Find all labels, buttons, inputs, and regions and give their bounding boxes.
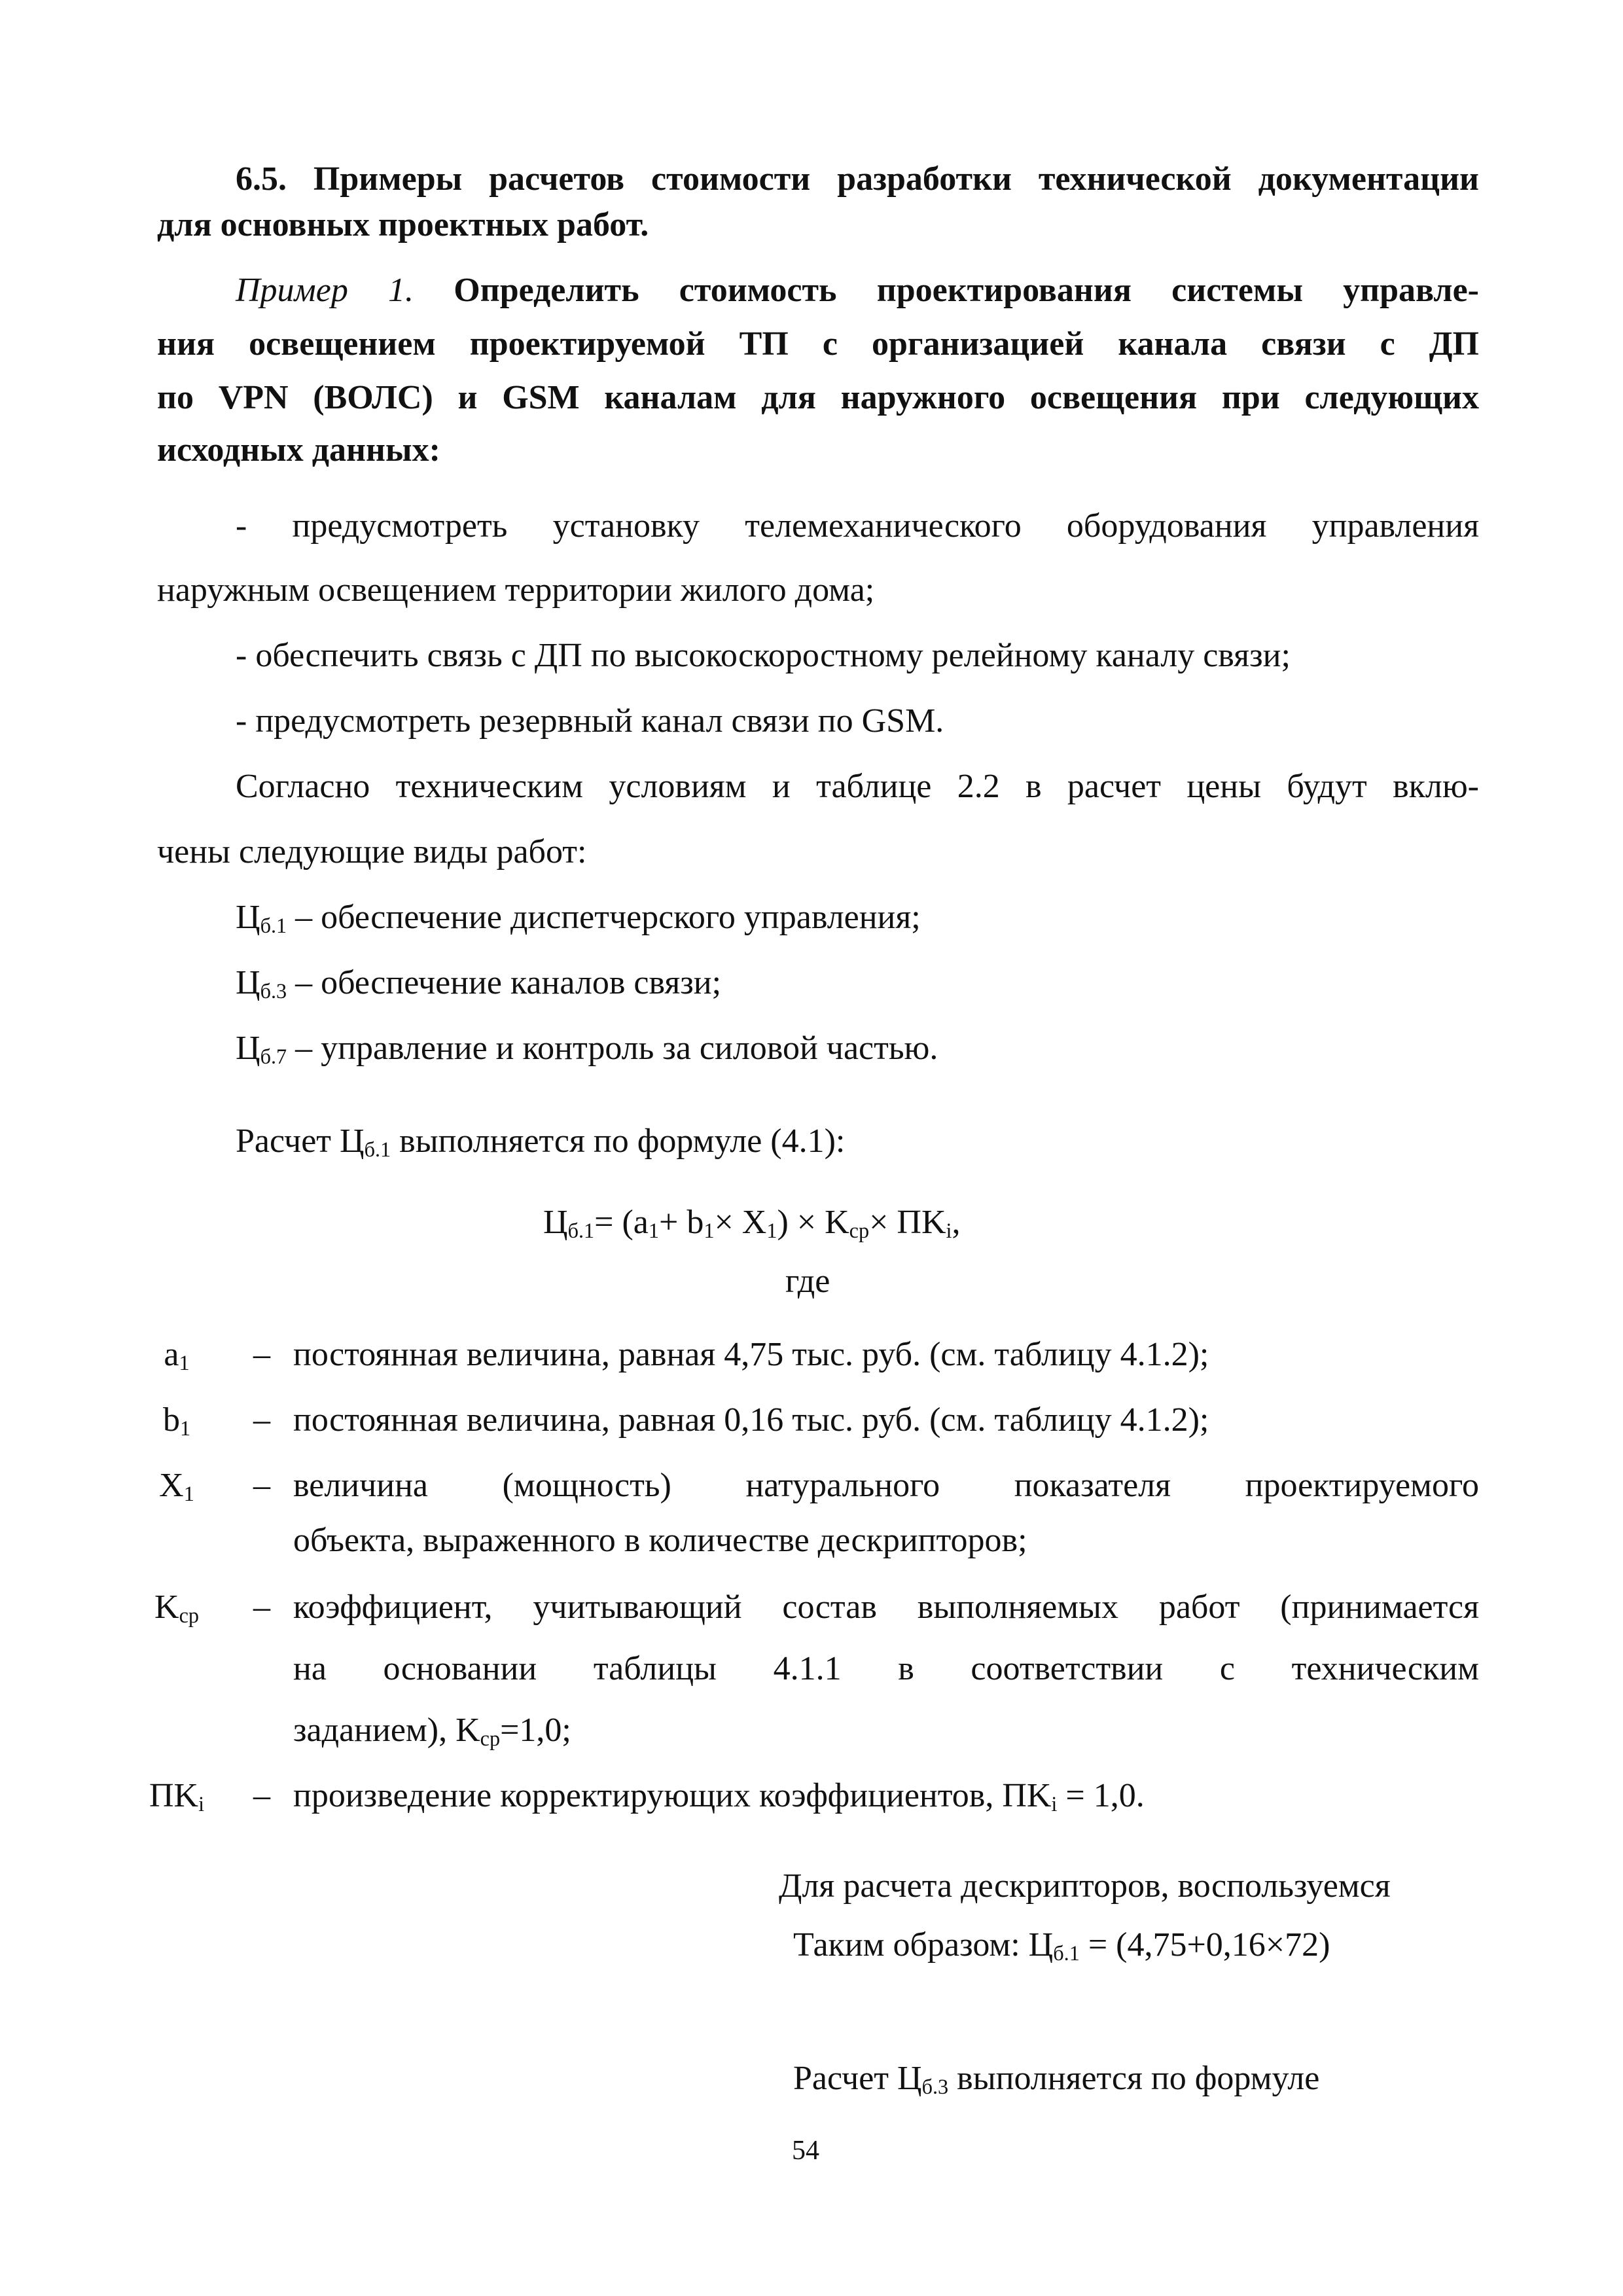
- definition-text-continued: на основании таблицы 4.1.1 в соответствии с техническим: [293, 1650, 1479, 1687]
- example-line2: ния освещением проектируемой ТП с организацией канала связи с ДП: [157, 325, 1479, 363]
- calc1-subscript: б.1: [364, 1138, 391, 1162]
- example-label: Пример 1.: [236, 272, 414, 309]
- requirement-1-line2: наружным освещением территории жилого дома;: [157, 571, 875, 609]
- example-line1: [236, 274, 1479, 308]
- requirement-1-line1: - предусмотреть установку телемеханического оборудования управления: [236, 507, 1479, 545]
- formula-where: где: [785, 1263, 830, 1300]
- definition-dash: –: [253, 1401, 270, 1439]
- formula: [543, 1204, 961, 1243]
- formula-subscript: б.1: [567, 1219, 595, 1243]
- work-symbol-subscript: б.1: [260, 914, 287, 938]
- definition-dash: –: [253, 1467, 270, 1504]
- formula-part: × X: [714, 1204, 767, 1241]
- work-description: – обеспечение каналов связи;: [287, 964, 722, 1001]
- work-symbol: Ц: [236, 964, 260, 1001]
- definition-symbol: $K_{ср}$: [154, 1588, 199, 1628]
- formula-part: + b: [659, 1204, 704, 1241]
- formula-part: Ц: [543, 1204, 568, 1241]
- work-symbol-subscript: б.3: [260, 979, 287, 1003]
- formula-subscript: i: [946, 1219, 952, 1243]
- definition-dash: –: [253, 1777, 270, 1814]
- page-number: 54: [792, 2136, 819, 2166]
- section-heading-line2: для основных проектных работ.: [157, 206, 649, 243]
- example-line4: исходных данных:: [157, 431, 440, 469]
- work-symbol: Ц: [236, 1030, 260, 1067]
- work-item: [236, 899, 921, 938]
- definition-dash: –: [253, 1336, 270, 1373]
- result-line: Таким образом: $Ц_{б.1} = (4,75+0,16\times 72)$: [793, 1926, 1330, 1965]
- intro-line1: Согласно техническим условиям и таблице 2.2 в расчет цены будут вклю-: [236, 768, 1479, 805]
- calc1-intro: [236, 1122, 846, 1162]
- work-item: [236, 1030, 938, 1069]
- example-line1-text: Определить стоимость проектирования системы управле-: [454, 272, 1480, 309]
- definition-dash: –: [253, 1588, 270, 1626]
- calc1-prefix: Расчет Ц: [236, 1122, 365, 1160]
- intro-line2: чены следующие виды работ:: [157, 833, 587, 870]
- work-symbol: Ц: [236, 899, 260, 936]
- formula-part: × ПK: [869, 1204, 946, 1241]
- formula-part: ,: [952, 1204, 961, 1241]
- formula-subscript: ср: [849, 1219, 870, 1243]
- definition-text: постоянная величина, равная 0,16 тыс. руб. (см. таблицу 4.1.2);: [293, 1401, 1209, 1439]
- formula-subscript: 1: [704, 1219, 715, 1243]
- formula-subscript: 1: [648, 1219, 659, 1243]
- definition-text-continued: заданием), $K_{ср}=1,0$;: [293, 1712, 571, 1751]
- definition-text: коэффициент, учитывающий состав выполняемых работ (принимается: [293, 1588, 1479, 1626]
- definition-symbol: $ПK_i$: [149, 1777, 205, 1816]
- definition-text: произведение корректирующих коэффициентов, $ПK_i = 1,0$.: [293, 1777, 1145, 1816]
- work-symbol-subscript: б.7: [260, 1045, 287, 1069]
- definition-symbol: $X_1$: [159, 1467, 194, 1506]
- work-description: – управление и контроль за силовой частью.: [287, 1030, 938, 1067]
- definition-text: постоянная величина, равная 4,75 тыс. руб. (см. таблицу 4.1.2);: [293, 1336, 1209, 1373]
- calc1-suffix: выполняется по формуле (4.1):: [391, 1122, 846, 1160]
- formula-subscript: 1: [766, 1219, 777, 1243]
- definition-symbol: $a_1$: [164, 1336, 190, 1375]
- section-heading-line1: 6.5. Примеры расчетов стоимости разработки технической документации: [236, 160, 1479, 198]
- formula-part: = (a: [594, 1204, 649, 1241]
- formula-part: ) × K: [777, 1204, 849, 1241]
- requirement-3: - предусмотреть резервный канал связи по GSM.: [236, 702, 944, 740]
- descriptors-note: Для расчета дескрипторов, воспользуемся: [779, 1867, 1391, 1905]
- definition-symbol: $b_1$: [162, 1401, 191, 1441]
- example-line3: по VPN (ВОЛС) и GSM каналам для наружного освещения при следующих: [157, 379, 1479, 416]
- work-description: – обеспечение диспетчерского управления;: [287, 899, 921, 936]
- work-item: [236, 964, 722, 1003]
- definition-text-continued: объекта, выраженного в количестве дескрипторов;: [293, 1522, 1027, 1559]
- calc3-intro: Расчет $Ц_{б.3}$ выполняется по формуле: [793, 2060, 1320, 2099]
- requirement-2: - обеспечить связь с ДП по высокоскоростному релейному каналу связи;: [236, 637, 1291, 674]
- definition-text: величина (мощность) натурального показателя проектируемого: [293, 1467, 1479, 1504]
